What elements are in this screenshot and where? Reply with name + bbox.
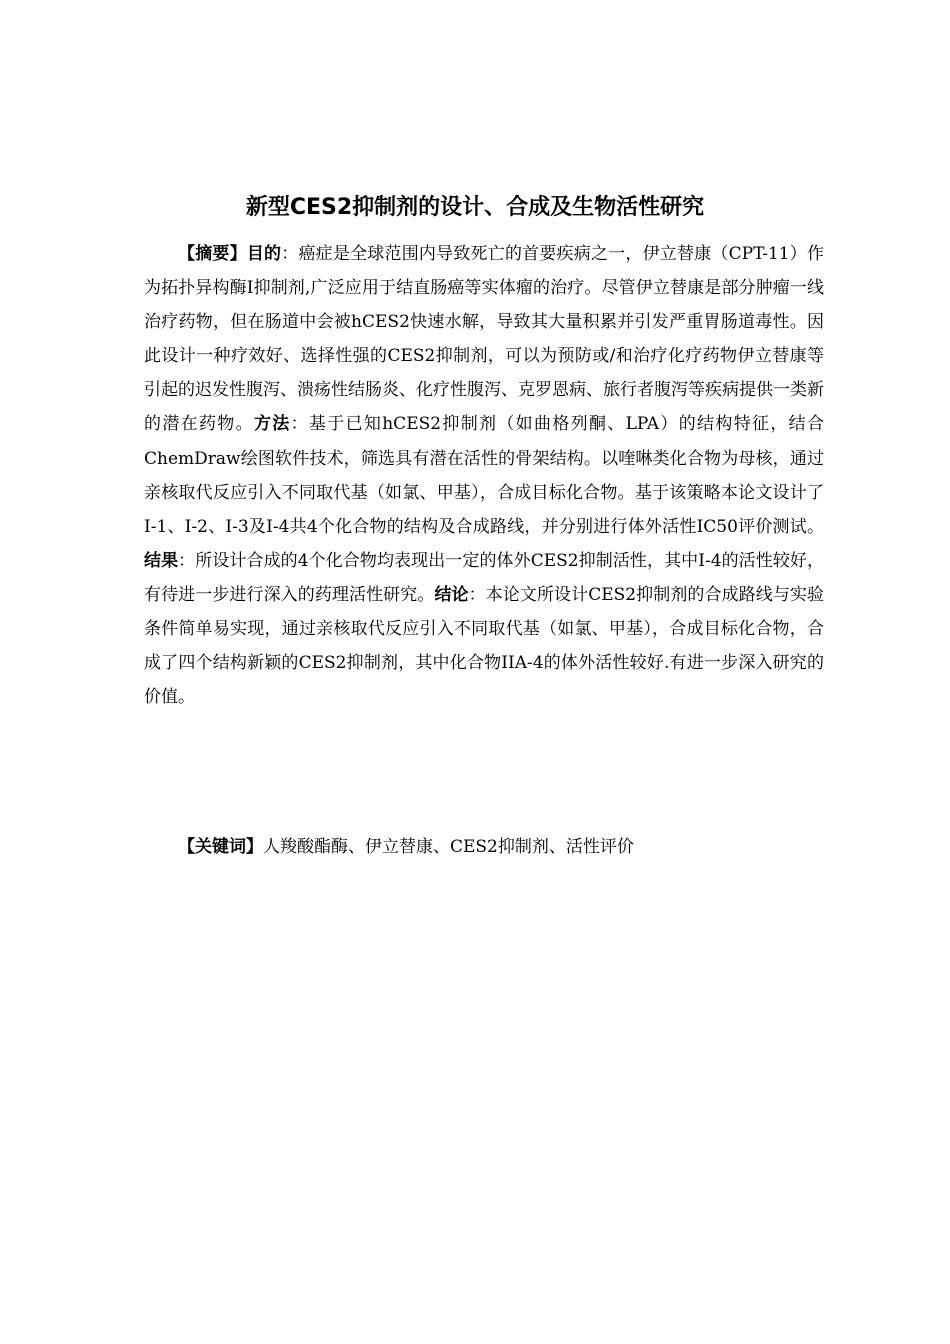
- methods-text: ：基于已知hCES2抑制剂（如曲格列酮、LPA）的结构特征，结合ChemDraw绘图软件技术，筛选具有潜在活性的骨架结构。以喹啉类化合物为母核，通过亲核取代反应引入不同取代基（如氯、甲基），合成目标化合物。基于该策略本论文设计了I-1、I-2、I-3及I-4共4个化合物的结构及合成路线，并分别进行体外活性IC50评价测试。: [144, 414, 825, 537]
- results-label: 结果: [144, 550, 179, 571]
- results-text: ：所设计合成的4个化合物均表现出一定的体外CES2抑制活性，其中I-4的活性较好，有待进一步进行深入的药理活性研究。: [144, 550, 825, 605]
- conclusion-label: 结论: [434, 584, 469, 605]
- keywords-text: 人羧酸酯酶、伊立替康、CES2抑制剂、活性评价: [263, 837, 634, 857]
- purpose-label: 目的: [246, 244, 282, 264]
- keywords-paragraph: [144, 830, 824, 864]
- abstract-label: 【摘要】: [178, 244, 247, 264]
- purpose-text: ：癌症是全球范围内导致死亡的首要疾病之一，伊立替康（CPT-11）作为拓扑异构酶I抑制剂,广泛应用于结直肠癌等实体瘤的治疗。尽管伊立替康是部分肿瘤一线治疗药物，但在肠道中会被hCES2快速水解，导致其大量积累并引发严重胃肠道毒性。因此设计一种疗效好、选择性强的CES2抑制剂，可以为预防或/和治疗化疗药物伊立替康等引起的迟发性腹泻、溃疡性结肠炎、化疗性腹泻、克罗恩病、旅行者腹泻等疾病提供一类新的潜在药物。: [144, 244, 825, 435]
- document-title: 新型CES2抑制剂的设计、合成及生物活性研究: [245, 194, 705, 220]
- keywords-label: 【关键词】: [178, 837, 263, 857]
- abstract-paragraph: [144, 237, 824, 714]
- methods-label: 方法: [253, 414, 291, 435]
- conclusion-text: ：本论文所设计CES2抑制剂的合成路线与实验条件简单易实现，通过亲核取代反应引入不同取代基（如氯、甲基），合成目标化合物，合成了四个结构新颖的CES2抑制剂，其中化合物IIA-4的体外活性较好.有进一步深入研究的价值。: [144, 584, 825, 708]
